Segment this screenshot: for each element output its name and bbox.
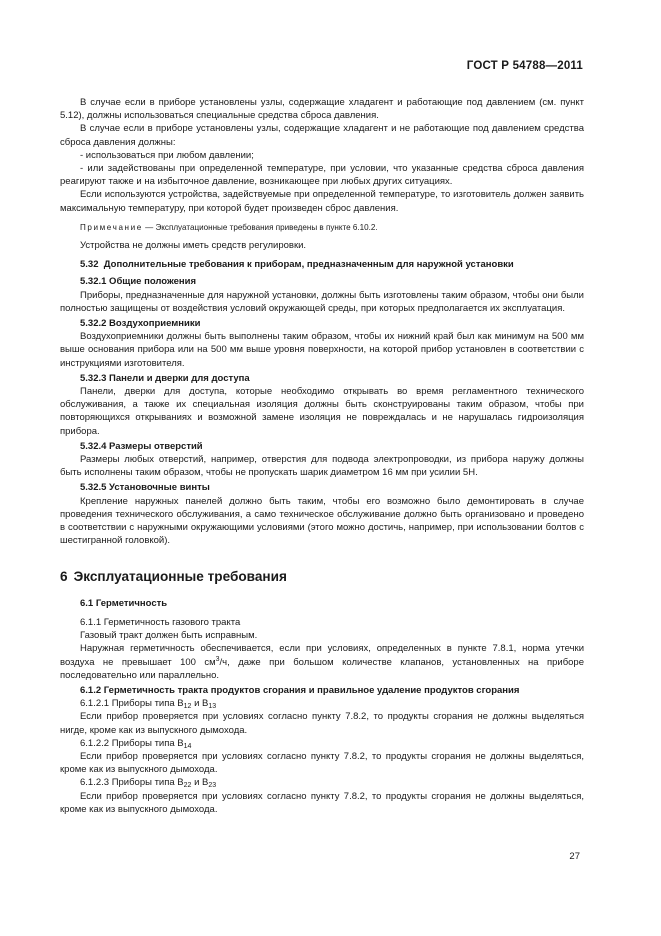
clause-title: 6.1.2.3 Приборы типа $В_{22}$ и $В_{23}$ — [80, 777, 217, 790]
document-code: ГОСТ Р 54788—2011 — [466, 60, 583, 72]
note-lead: Примечание — [80, 222, 143, 232]
section-heading-5-32 — [60, 258, 584, 271]
subsection-heading: 5.32.5 Установочные винты — [80, 482, 210, 494]
list-item: - или задействованы при определенной температуре, при условии, что указанные средства сброса давления реагируют также и на избыточное давление, возникающее при любых других ситуациях. — [60, 163, 584, 188]
chapter-number: 6 — [60, 568, 68, 584]
subsection-title: 6.1.1 Герметичность газового тракта — [80, 616, 241, 628]
paragraph: Устройства не должны иметь средств регулировки. — [80, 240, 307, 252]
note — [60, 221, 584, 234]
subsection-heading: 5.32.2 Воздухоприемники — [80, 318, 201, 330]
note-text: — Эксплуатационные требования приведены в пункте 6.10.2. — [142, 222, 378, 232]
subsection-heading: 5.32.3 Панели и дверки для доступа — [80, 372, 250, 384]
paragraph: Если прибор проверяется при условиях согласно пункту 7.8.2, то продукты сгорания не должны выделяться, кроме как из выпускного дымохода. — [60, 790, 584, 815]
paragraph: Размеры любых отверстий, например, отверстия для подвода электропроводки, из прибора наружу должны быть исполнены таким образом, чтобы не пропускать шарик диаметром 16 мм при усилии 5Н. — [60, 454, 584, 479]
paragraph: Крепление наружных панелей должно быть таким, чтобы его возможно было демонтировать в случае проведения технического обслуживания, а само техническое обслуживание должно быть организовано и проведено в соответствии с наружными окружающими условиями (этого можно достичь, например, при использовании болтов с шестигранной головкой). — [60, 495, 584, 547]
page-body — [60, 96, 584, 816]
paragraph: Панели, дверки для доступа, которые необходимо открывать во время регламентного технического обслуживания, а также их специальная изоляция должны быть сконструированы таким образом, чтобы при повторяющихся открываниях и возможной замене изоляция не повреждалась и не нарушалась гидроизоляция прибора. — [60, 386, 584, 437]
clause-title: 6.1.2.2 Приборы типа $В_{14}$ — [80, 737, 192, 750]
chapter-heading-6 — [60, 570, 584, 583]
chapter-title: Эксплуатационные требования — [73, 568, 287, 584]
paragraph: Приборы, предназначенные для наружной установки, должны быть изготовлены таким образом, чтобы они были полностью защищены от воздействия условий окружающей среды, при которых предполагается их эксплуатация. — [60, 289, 584, 314]
clause-title: 6.1.2.1 Приборы типа $В_{12}$ и $В_{13}$ — [80, 698, 217, 711]
subsection-heading: 5.32.1 Общие положения — [80, 276, 196, 288]
paragraph: Если используются устройства, задействуемые при определенной температуре, то изготовитель должен заявить максимальную температуру, при которой будет произведен сброс давления. — [60, 189, 584, 214]
paragraph: Наружная герметичность обеспечивается, если при условиях, определенных в пункте 7.8.1, норма утечки воздуха не превышает 100 $см^3/ч$, даже при большом количестве клапанов, установленных на приборе последовательно или параллельно. — [60, 643, 584, 681]
paragraph: В случае если в приборе установлены узлы, содержащие хладагент и не работающие под давлением средства сброса давления должны: — [60, 123, 584, 148]
subsection-heading: 5.32.4 Размеры отверстий — [80, 440, 203, 452]
section-number: 5.32 — [80, 259, 99, 271]
paragraph: Если прибор проверяется при условиях согласно пункту 7.8.2, то продукты сгорания не должны выделяться нигде, кроме как из выпускного дымохода. — [60, 711, 584, 736]
list-item: - использоваться при любом давлении; — [80, 149, 254, 161]
subsection-heading: 6.1.2 Герметичность тракта продуктов сгорания и правильное удаление продуктов сгорания — [80, 684, 520, 696]
section-heading-6-1: 6.1 Герметичность — [80, 597, 168, 609]
section-title: Дополнительные требования к приборам, предназначенным для наружной установки — [103, 259, 514, 271]
paragraph: Воздухоприемники должны быть выполнены таким образом, чтобы их нижний край был как минимум на 500 мм выше основания прибора или на 500 мм выше уровня поверхности, на которой прибор установлен в соответствии с инструкциями изготовителя. — [60, 331, 584, 369]
paragraph: Газовый тракт должен быть исправным. — [80, 630, 258, 642]
page-number: 27 — [569, 851, 580, 862]
paragraph: Если прибор проверяется при условиях согласно пункту 7.8.2, то продукты сгорания не должны выделяться, кроме как из выпускного дымохода. — [60, 750, 584, 776]
paragraph: В случае если в приборе установлены узлы, содержащие хладагент и работающие под давлением (см. пункт 5.12), должны использоваться специальные средства сброса давления. — [60, 97, 584, 122]
